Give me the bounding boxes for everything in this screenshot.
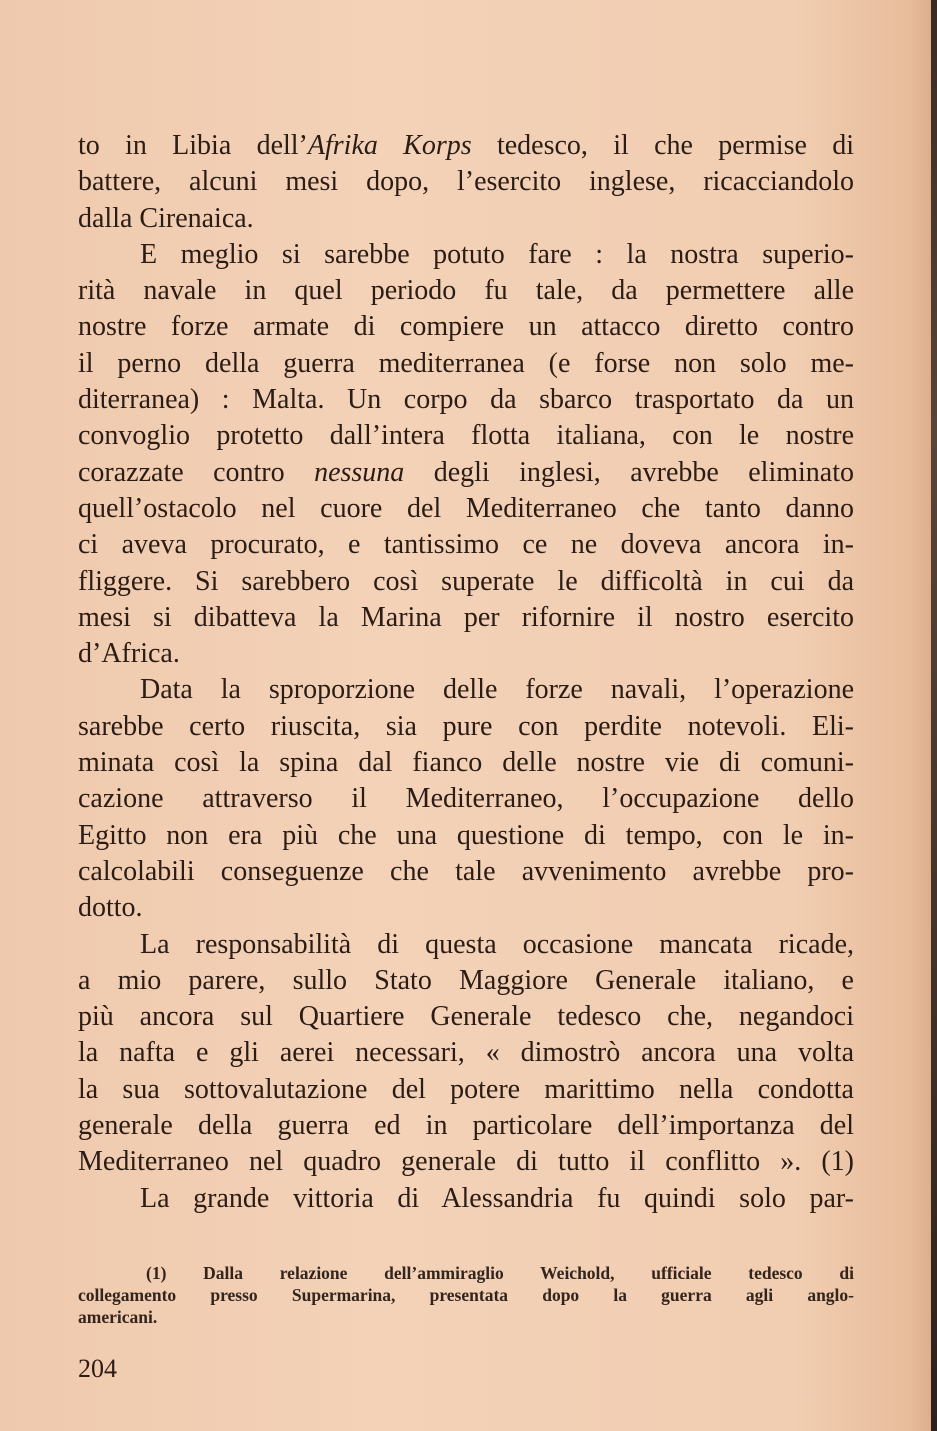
text-line: diterranea) : Malta. Un corpo da sbarco trasportato da un bbox=[78, 384, 854, 416]
text-line: nostre forze armate di compiere un attacco diretto contro bbox=[78, 311, 854, 343]
text-line: il perno della guerra mediterranea (e forse non solo me- bbox=[78, 347, 854, 379]
text-line: ci aveva procurato, e tantissimo ce ne doveva ancora in- bbox=[78, 529, 854, 561]
text-line: la nafta e gli aerei necessari, « dimostrò ancora una volta bbox=[78, 1037, 854, 1069]
text-line: cazione attraverso il Mediterraneo, l’occupazione dello bbox=[78, 783, 854, 815]
text-line: quell’ostacolo nel cuore del Mediterraneo che tanto danno bbox=[78, 492, 854, 524]
text-line: E meglio si sarebbe potuto fare : la nostra superio- bbox=[140, 238, 854, 270]
text-line: sarebbe certo riuscita, sia pure con perdite notevoli. Eli- bbox=[78, 710, 854, 742]
text-line: calcolabili conseguenze che tale avvenimento avrebbe pro- bbox=[78, 855, 854, 887]
page-edge-shadow bbox=[931, 0, 937, 1431]
text-line: convoglio protetto dall’intera flotta italiana, con le nostre bbox=[78, 420, 854, 452]
text-line: generale della guerra ed in particolare dell’importanza del bbox=[78, 1110, 854, 1142]
text-line: Mediterraneo nel quadro generale di tutto il conflitto ». (1) bbox=[78, 1146, 854, 1178]
italic-term: nessuna bbox=[314, 456, 405, 488]
text-line: La responsabilità di questa occasione mancata ricade, bbox=[140, 928, 854, 960]
main-text bbox=[78, 128, 854, 1217]
footnote-line: americani. bbox=[78, 1307, 158, 1327]
text-line: rità navale in quel periodo fu tale, da permettere alle bbox=[78, 275, 854, 307]
text-line: mesi si dibatteva la Marina per rifornire il nostro esercito bbox=[78, 601, 854, 633]
text-line: corazzate contro nessuna degli inglesi, avrebbe eliminato bbox=[78, 456, 855, 488]
text-line: la sua sottovalutazione del potere marittimo nella condotta bbox=[78, 1073, 854, 1105]
text-line: a mio parere, sullo Stato Maggiore Generale italiano, e bbox=[78, 964, 854, 996]
text-line: La grande vittoria di Alessandria fu quindi solo par- bbox=[140, 1182, 854, 1214]
text-line: dotto. bbox=[78, 892, 143, 924]
text-line: Egitto non era più che una questione di tempo, con le in- bbox=[78, 819, 854, 851]
text-line: Data la sproporzione delle forze navali, l’operazione bbox=[140, 674, 854, 706]
footnote-line: collegamento presso Supermarina, presentata dopo la guerra agli anglo- bbox=[78, 1285, 854, 1305]
text-line: d’Africa. bbox=[78, 638, 180, 670]
text-line: fliggere. Si sarebbero così superate le difficoltà in cui da bbox=[78, 565, 854, 597]
footnote bbox=[78, 1262, 854, 1328]
text-line: battere, alcuni mesi dopo, l’esercito inglese, ricacciandolo bbox=[78, 166, 854, 198]
text-line: to in Libia dell’Afrika Korps tedesco, il che permise di bbox=[78, 130, 854, 161]
footnote-line: (1) Dalla relazione dell’ammiraglio Weichold, ufficiale tedesco di bbox=[146, 1263, 854, 1283]
text-line: dalla Cirenaica. bbox=[78, 202, 254, 234]
text-line: minata così la spina dal fianco delle nostre vie di comuni- bbox=[78, 747, 854, 779]
text-line: più ancora sul Quartiere Generale tedesco che, negandoci bbox=[78, 1001, 854, 1033]
italic-term: Afrika Korps bbox=[307, 130, 472, 161]
page-number: 204 bbox=[78, 1354, 117, 1383]
